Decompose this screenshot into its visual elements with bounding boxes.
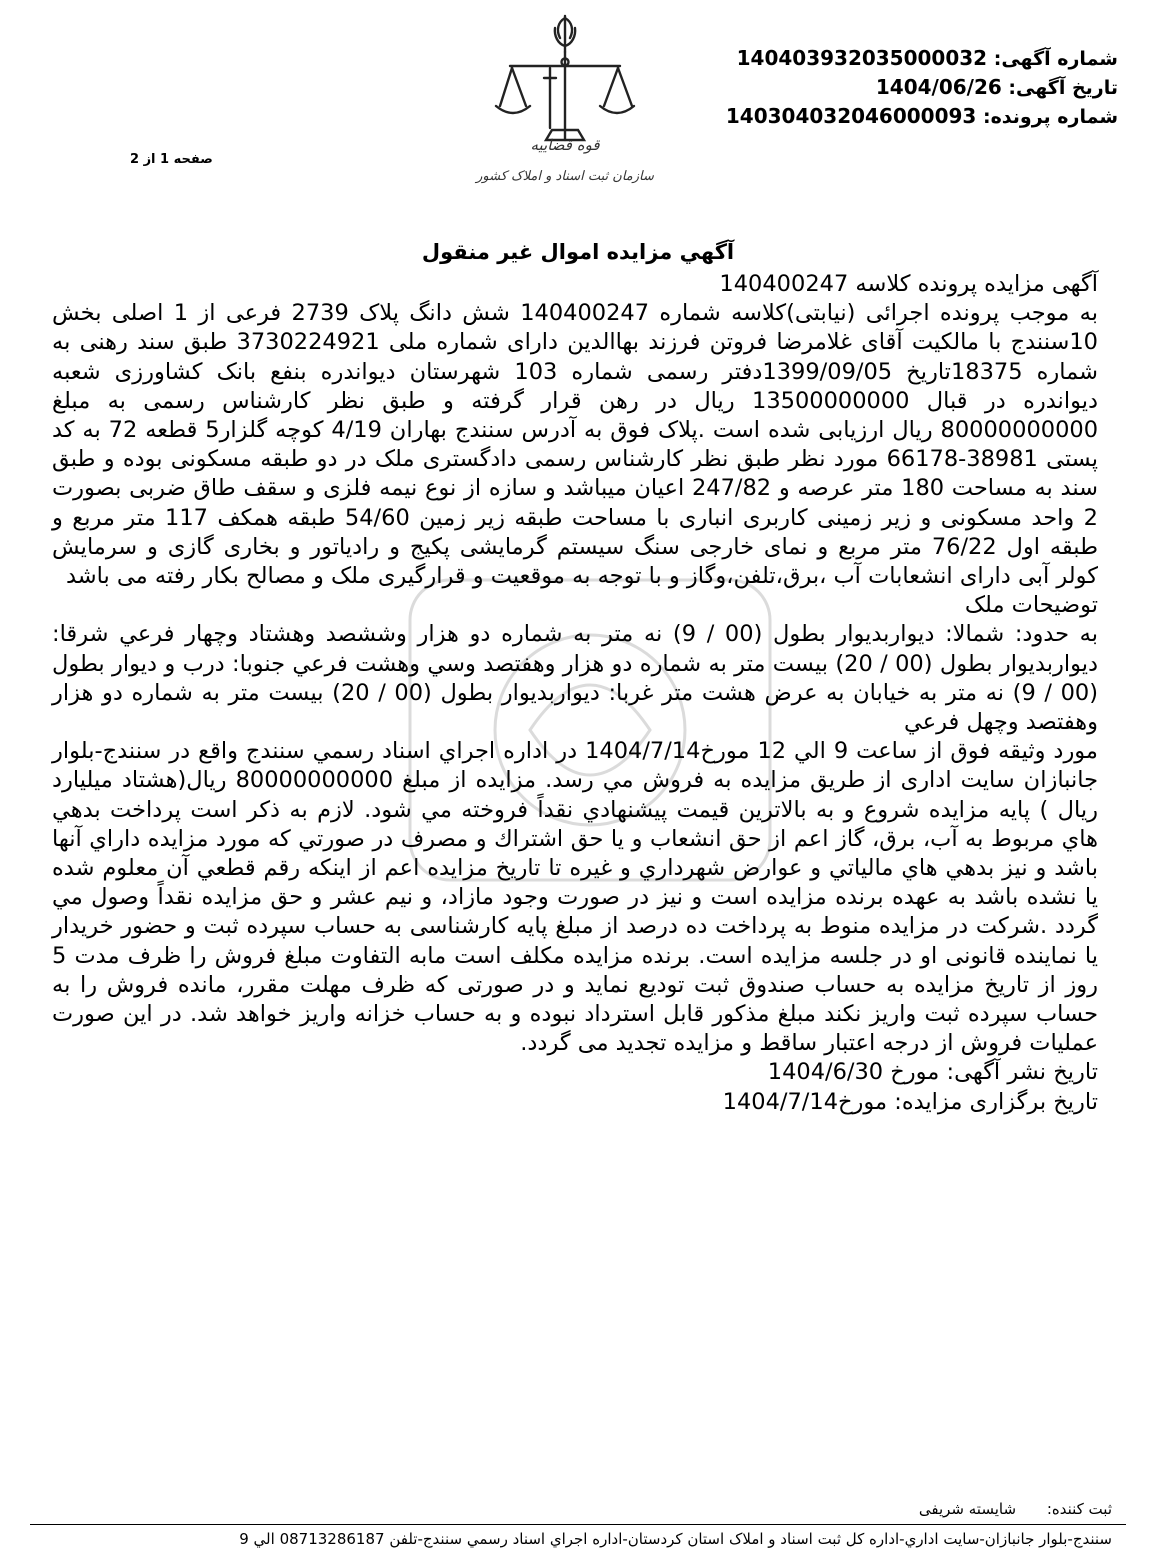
case-number-row [698, 102, 1118, 131]
body-publish-date: تاریخ نشر آگهی: مورخ 1404/6/30 [767, 1059, 1098, 1086]
notice-body [52, 270, 1098, 1117]
body-property-description-heading: توضیحات ملک [964, 592, 1098, 619]
footer-divider [30, 1524, 1126, 1525]
notice-number-row [698, 44, 1118, 73]
office-address: سنندج-بلوار جانبازان-سايت اداري-اداره کل ثبت اسناد و املاک استان کردستان-اداره اجراي اسناد رسمي سنندج-تلفن 08713286187 الي 9 [239, 1530, 1112, 1548]
body-property-details: به موجب پرونده اجرائی (نیابتی)کلاسه شماره 140400247 شش دانگ پلاک 2739 فرعی از 1 اصلی بخش 10سنندج با مالکیت آقای غلامرضا فروتن فرزند بهاالدین دارای شماره ملی 3730224921 طبق سند رهنی به شماره 18375تاریخ 1399/09/05دفتر رسمی شماره 103 شهرستان دیواندره بنفع بانک کشاورزی شعبه دیواندره در قبال 13500000000 ریال در رهن قرار گرفته و طبق نظر کارشناس رسمی به مبلغ 80000000000 ریال ارزیابی شده است .پلاک فوق به آدرس سنندج بهاران 4/19 کوچه گلزار5 قطعه 72 به کد پستی 38981-66178 مورد نظر طبق نظر کارشناس رسمی دادگستری ملک در دو طبقه مسکونی بوده و طبق سند به مساحت 180 متر عرصه و 247/82 اعیان میباشد و سازه از نوع نیمه فلزی و سقف طاق ضربی بصورت 2 واحد مسکونی و زیر زمینی کاربری انباری با مساحت طبقه زیر زمین 54/60 طبقه همکف 117 متر مربع و طبقه اول 76/22 متر مربع و نمای خارجی سنگ سیستم گرمایشی پکیج و رادیاتور و بخاری گازی و سرمایش کولر آبی دارای انشعابات آب ،برق،تلفن،وگاز و با توجه به موقعیت و قرارگیری ملک و مصالح بکار رفته می باشد [52, 300, 1099, 590]
judiciary-emblem [470, 8, 660, 198]
notice-number: 140403932035000032 [736, 46, 988, 70]
emblem-org-line2: سازمان ثبت اسناد و املاک کشور [476, 169, 654, 184]
case-number-label: شماره پرونده: [982, 106, 1118, 128]
body-boundaries: به حدود: شمالا: ديواربديوار بطول (00 / 9) نه متر به شماره دو هزار وششصد وهشتاد وچهار فرعي شرقا: ديواربديوار بطول (00 / 20) بيست متر به شماره دو هزار وهفتصد وسي وهشت فرعي جنوبا: درب و ديوار بطول (00 / 9) نه متر به خيابان به عرض هشت متر غربا: ديواربديوار بطول (00 / 20) بيست متر به شماره دو هزار وهفتصد وچهل فرعي [52, 621, 1099, 736]
notice-date-label: تاریخ آگهی: [1008, 77, 1118, 99]
body-auction-terms: مورد وثيقه فوق از ساعت 9 الي 12 مورخ1404/7/14 در اداره اجراي اسناد رسمي سنندج واقع در سنندج-بلوار جانبازان سایت اداری از طريق مزايده به فروش مي رسد. مزايده از مبلغ 80000000000 ریال(هشتاد میلیارد ریال ) پايه مزايده شروع و به بالاترين قيمت پيشنهادي نقداً فروخته مي شود. لازم به ذكر است پرداخت بدهي هاي مربوط به آب، برق، گاز اعم از حق انشعاب و يا حق اشتراك و مصرف در صورتي كه مورد مزايده داراي آنها باشد و نيز بدهي هاي مالياتي و عوارض شهرداري و غيره تا تاريخ مزايده اعم از اينكه رقم قطعي آن معلوم شده يا نشده باشد به عهده برنده مزايده است و نيز در صورت وجود مازاد، و نيم عشر و حق مزايده نقداً وصول مي گردد .شرکت در مزایده منوط به پرداخت ده درصد از مبلغ پایه کارشناسی به حساب سپرده ثبت و حضور خریدار یا نماینده قانونی او در جلسه مزایده است. برنده مزایده مکلف است مابه التفاوت مبلغ فروش را ظرف مدت 5 روز از تاریخ مزایده به حساب صندوق ثبت تودیع نماید و در صورتی که ظرف مهلت مقرر، مانده فروش را به حساب سپرده ثبت واریز نکند مبلغ مذکور قابل استرداد نبوده و به حساب خزانه واریز خواهد شد. در این صورت عملیات فروش از درجه اعتبار ساقط و مزایده تجدید می گردد. [52, 738, 1098, 1057]
registrar [919, 1500, 1112, 1518]
notice-number-label: شماره آگهی: [993, 48, 1118, 70]
case-number: 140304032046000093 [725, 104, 977, 128]
notice-date-row [698, 73, 1118, 102]
registrar-label: ثبت کننده: [1046, 1500, 1112, 1518]
notice-metadata [698, 44, 1118, 131]
body-heading: آگهی مزایده پرونده کلاسه 140400247 [719, 271, 1098, 297]
page-number: صفحه 1 از 2 [130, 152, 213, 167]
registrar-name: شایسته شریفی [918, 1500, 1017, 1518]
body-auction-date: تاریخ برگزاری مزایده: مورخ1404/7/14 [722, 1088, 1098, 1115]
notice-title: آگهي مزايده اموال غير منقول [421, 240, 735, 264]
notice-date: 1404/06/26 [875, 75, 1002, 99]
emblem-org-line1: قوه قضاییه [530, 136, 600, 154]
